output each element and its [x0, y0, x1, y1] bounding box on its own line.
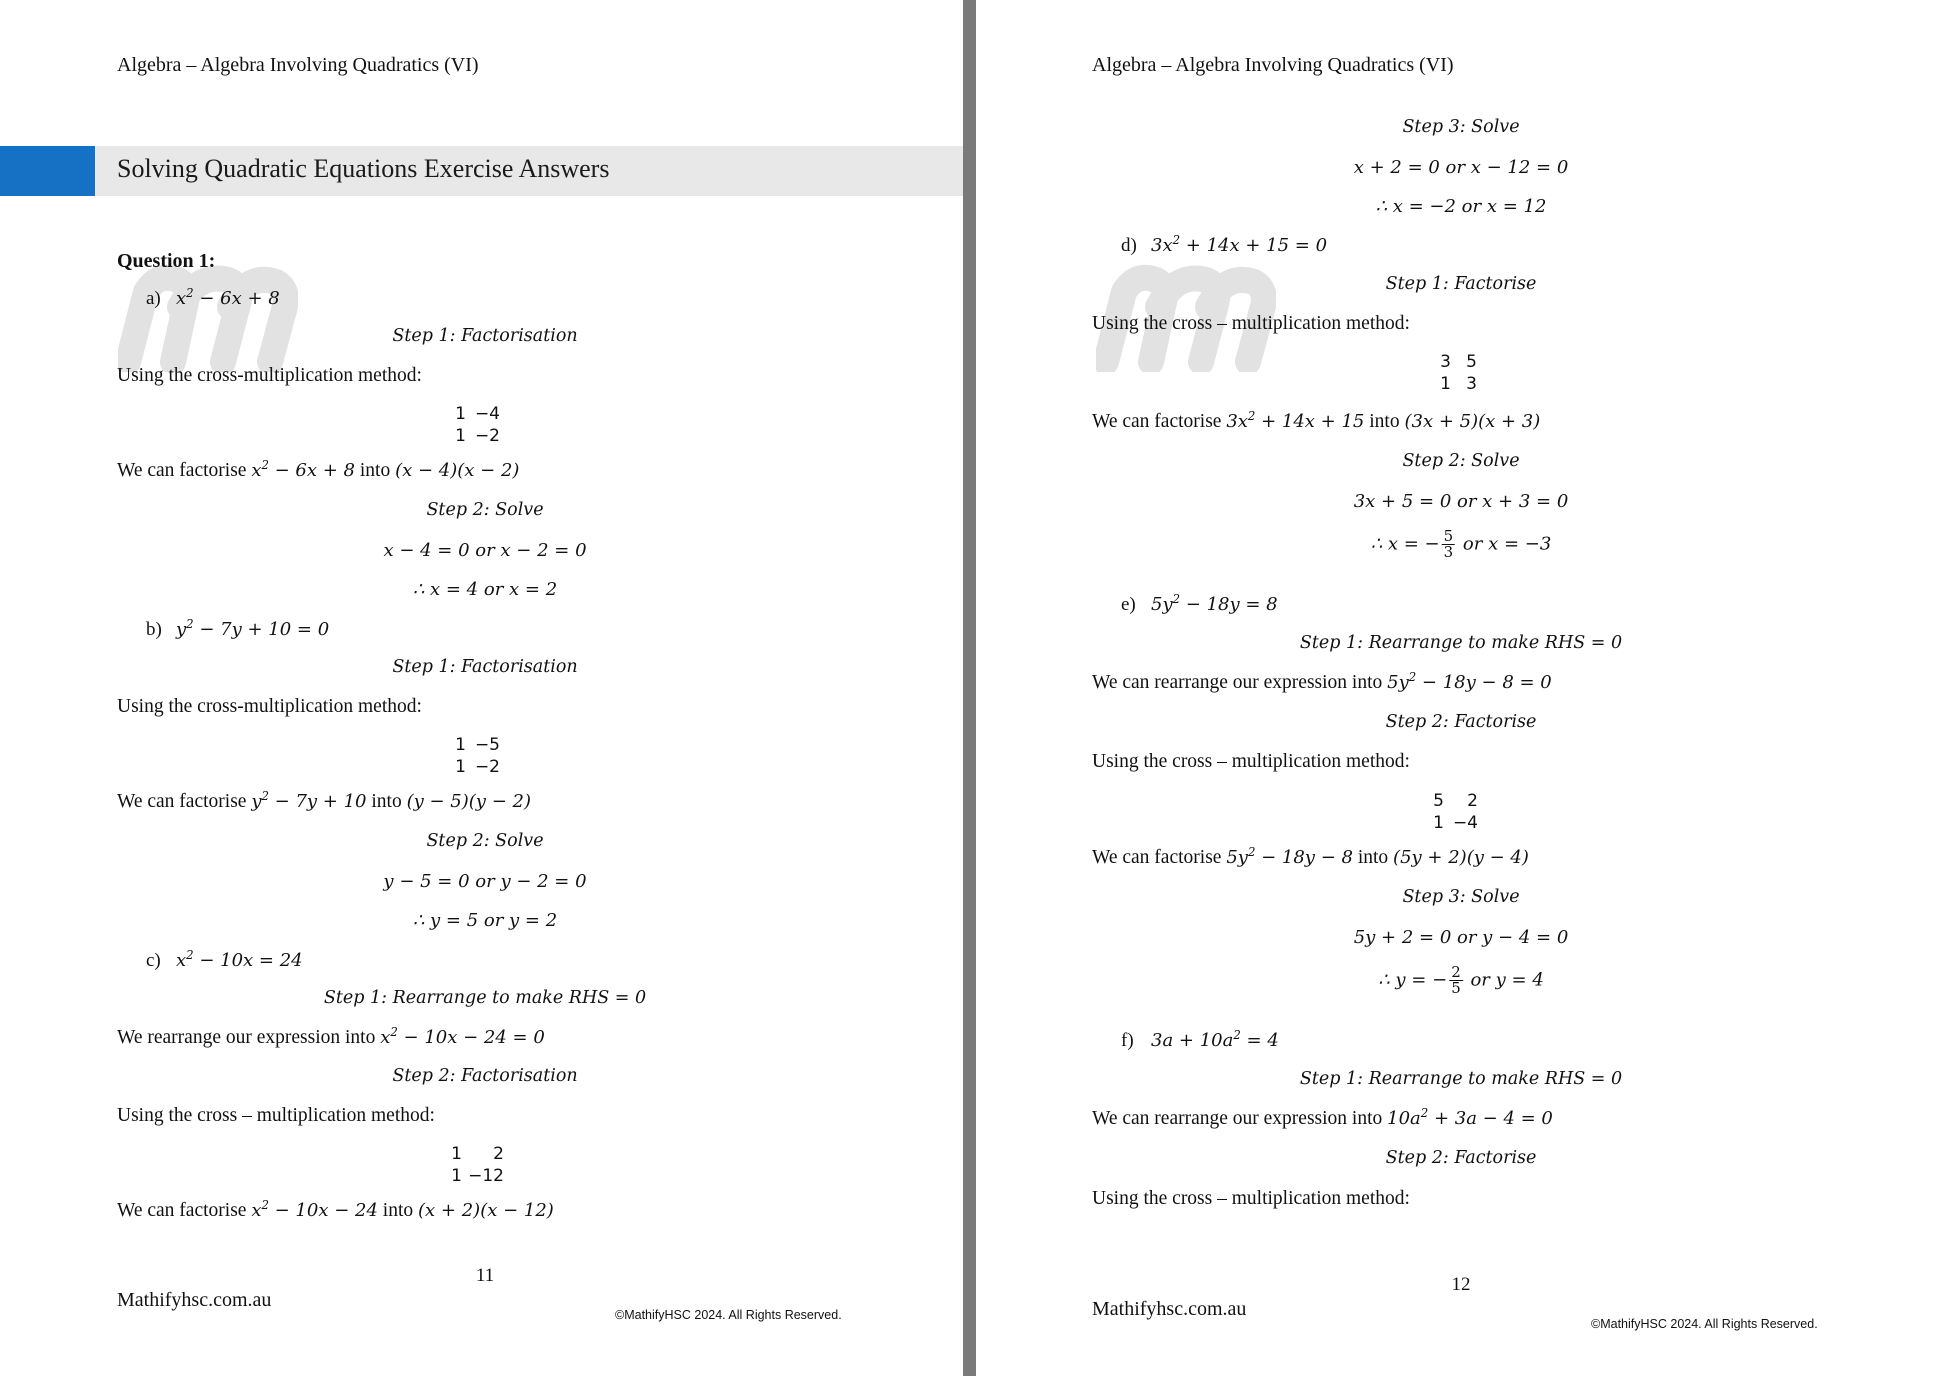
step-heading: Step 2: Factorise [1385, 1148, 1537, 1168]
part-b-expression: $y^2 - 7y + 10 = 0$ [176, 616, 330, 640]
rearrange-text: We can rearrange our expression into $5y^2 - 18y - 8 = 0$ [1092, 669, 1552, 693]
cross-multiplication-grid: 3 5 1 3 [1440, 352, 1477, 394]
footer-copyright: ©MathifyHSC 2024. All Rights Reserved. [1591, 1317, 1818, 1331]
equation: 5y + 2 = 0 or y − 4 = 0 [1353, 927, 1569, 948]
step-heading: Step 3: Solve [1402, 117, 1520, 137]
step-heading: Step 1: Factorisation [392, 326, 578, 346]
part-c-label: c) [146, 950, 161, 971]
solution: ∴ x = −2 or x = 12 [1375, 196, 1547, 217]
method-text: Using the cross – multiplication method: [1092, 751, 1410, 772]
step-heading: Step 2: Factorise [1385, 712, 1537, 732]
page-number: 12 [1451, 1274, 1471, 1295]
part-b-label: b) [146, 619, 162, 640]
page-11 [0, 0, 963, 1376]
step-heading: Step 1: Rearrange to make RHS = 0 [323, 988, 647, 1008]
method-text: Using the cross – multiplication method: [1092, 313, 1410, 334]
factorise-text: We can factorise $x^2 - 6x + 8$ into (x − 4)(x − 2) [117, 457, 520, 481]
equation: 3x + 5 = 0 or x + 3 = 0 [1353, 491, 1569, 512]
watermark-logo-icon [118, 262, 298, 372]
equation: y − 5 = 0 or y − 2 = 0 [383, 871, 587, 892]
step-heading: Step 1: Factorise [1385, 274, 1537, 294]
step-heading: Step 2: Solve [426, 500, 544, 520]
method-text: Using the cross – multiplication method: [117, 1105, 435, 1126]
section-title-accent [0, 146, 95, 196]
factorise-text: We can factorise $3x^2 + 14x + 15$ into (3x + 5)(x + 3) [1092, 408, 1541, 432]
footer-copyright: ©MathifyHSC 2024. All Rights Reserved. [615, 1308, 842, 1322]
step-heading: Step 1: Rearrange to make RHS = 0 [1299, 633, 1623, 653]
step-heading: Step 3: Solve [1402, 887, 1520, 907]
rearrange-text: We can rearrange our expression into $10a^2 + 3a - 4 = 0$ [1092, 1105, 1553, 1129]
cross-multiplication-grid: 1 −4 1 −2 [455, 404, 500, 446]
part-e-expression: $5y^2 - 18y = 8$ [1151, 591, 1278, 615]
step-heading: Step 2: Factorisation [392, 1066, 578, 1086]
method-text: Using the cross – multiplication method: [1092, 1188, 1410, 1209]
part-a-expression: $x^2 - 6x + 8$ [176, 285, 280, 309]
footer-site: Mathifyhsc.com.au [117, 1289, 272, 1311]
factorise-text: We can factorise $x^2 - 10x - 24$ into (x + 2)(x − 12) [117, 1197, 554, 1221]
page-12 [976, 0, 1946, 1376]
step-heading: Step 1: Factorisation [392, 657, 578, 677]
solution: ∴ x = − $\frac{5}{3}$ or x = −3 [1370, 527, 1552, 561]
method-text: Using the cross-multiplication method: [117, 365, 422, 386]
cross-multiplication-grid: 1 2 1 −12 [451, 1144, 504, 1186]
section-title: Solving Quadratic Equations Exercise Answers [117, 154, 610, 183]
step-heading: Step 2: Solve [426, 831, 544, 851]
running-header: Algebra – Algebra Involving Quadratics (VI) [1092, 54, 1454, 76]
question-label: Question 1: [117, 250, 216, 272]
cross-multiplication-grid: 5 2 1 −4 [1433, 791, 1478, 833]
part-d-expression: $3x^2 + 14x + 15 = 0$ [1151, 232, 1328, 256]
step-heading: Step 1: Rearrange to make RHS = 0 [1299, 1069, 1623, 1089]
part-d-label: d) [1121, 235, 1137, 256]
part-f-label: f) [1121, 1030, 1134, 1051]
running-header: Algebra – Algebra Involving Quadratics (VI) [117, 54, 479, 76]
page-number: 11 [475, 1265, 495, 1286]
step-heading: Step 2: Solve [1402, 451, 1520, 471]
equation: x − 4 = 0 or x − 2 = 0 [383, 540, 587, 561]
equation: x + 2 = 0 or x − 12 = 0 [1353, 157, 1569, 178]
method-text: Using the cross-multiplication method: [117, 696, 422, 717]
solution: ∴ x = 4 or x = 2 [412, 579, 558, 600]
cross-multiplication-grid: 1 −5 1 −2 [455, 735, 500, 777]
rearrange-text: We rearrange our expression into $x^2 - 10x - 24 = 0$ [117, 1024, 545, 1048]
part-c-expression: $x^2 - 10x = 24$ [176, 947, 303, 971]
part-f-expression: $3a + 10a^2 = 4$ [1151, 1027, 1279, 1051]
solution: ∴ y = 5 or y = 2 [412, 910, 558, 931]
part-a-label: a) [146, 288, 161, 309]
part-e-label: e) [1121, 594, 1136, 615]
solution: ∴ y = − $\frac{2}{5}$ or y = 4 [1378, 963, 1544, 997]
page-divider [963, 0, 976, 1376]
footer-site: Mathifyhsc.com.au [1092, 1298, 1247, 1320]
factorise-text: We can factorise $5y^2 - 18y - 8$ into (5y + 2)(y − 4) [1092, 844, 1529, 868]
factorise-text: We can factorise $y^2 - 7y + 10$ into (y − 5)(y − 2) [117, 788, 531, 812]
